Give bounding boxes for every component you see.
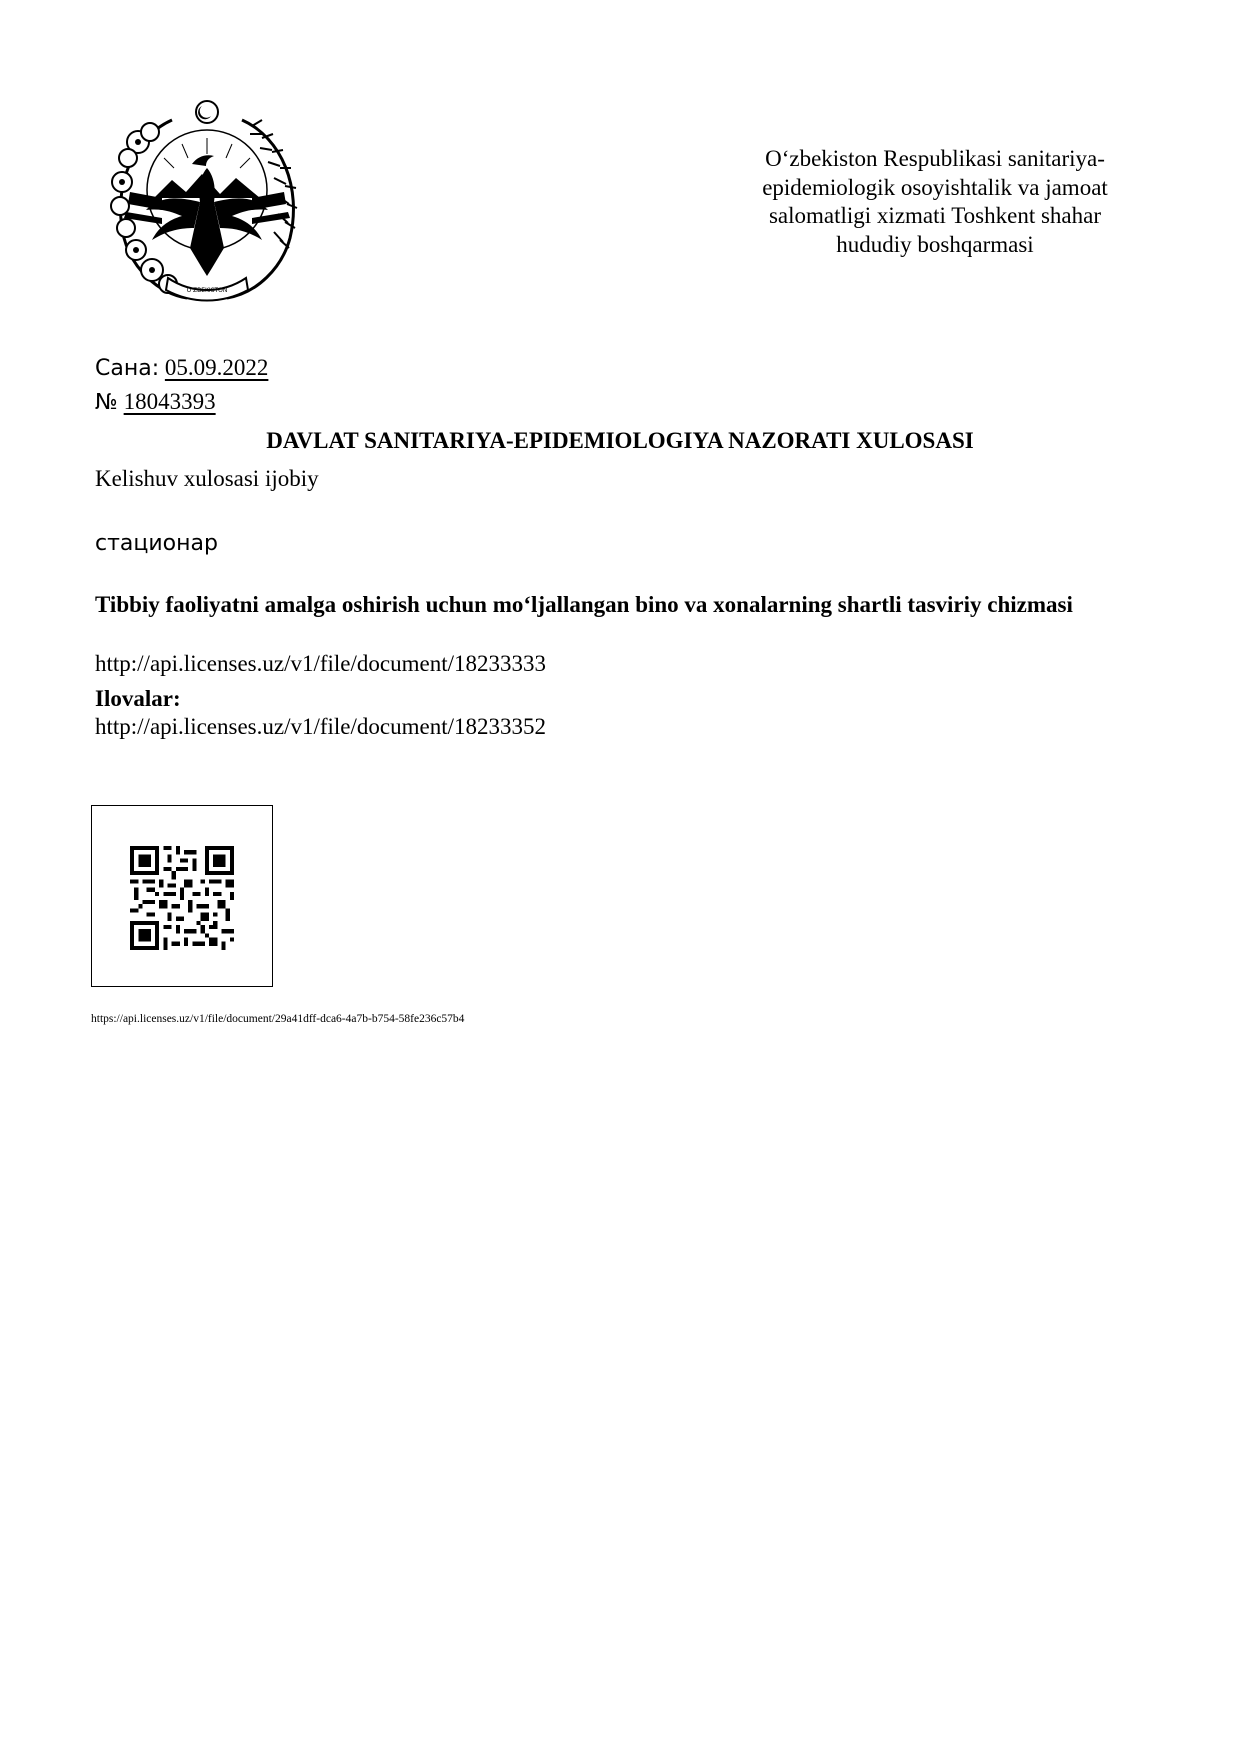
section-link[interactable]: http://api.licenses.uz/v1/file/document/18233333	[95, 651, 546, 676]
attachments-label: Ilovalar:	[95, 686, 181, 711]
section-heading: Tibbiy faoliyatni amalga oshirish uchun mo‘ljallangan bino va xonalarning shartli tasviriy chizmasi	[95, 592, 1073, 617]
document-title: DAVLAT SANITARIYA-EPIDEMIOLOGIYA NAZORATI XULOSASI	[266, 428, 974, 453]
document-number-line	[95, 388, 216, 417]
state-emblem	[102, 98, 312, 304]
qr-code-frame	[91, 805, 273, 987]
number-value: 18043393	[123, 389, 216, 414]
uzbekistan-state-emblem-icon	[102, 98, 312, 304]
authority-line: epidemiologik osoyishtalik va jamoat	[762, 174, 1108, 200]
date-label: Сана:	[95, 356, 160, 381]
attachments-link[interactable]: http://api.licenses.uz/v1/file/document/18233352	[95, 714, 546, 739]
facility-type: стационар	[95, 531, 218, 556]
verification-url[interactable]: https://api.licenses.uz/v1/file/document/29a41dff-dca6-4a7b-b754-58fe236c57b4	[91, 1013, 465, 1025]
authority-line: O‘zbekiston Respublikasi sanitariya-	[765, 146, 1105, 171]
authority-line: salomatligi xizmati Toshkent shahar	[768, 203, 1102, 228]
date-value: 05.09.2022	[164, 355, 269, 380]
issuing-authority	[725, 145, 1145, 259]
emblem-ribbon-text: O'ZBEKISTON	[186, 287, 228, 294]
qr-code-icon	[130, 846, 234, 950]
date-line	[95, 354, 268, 383]
number-label: №	[95, 390, 118, 415]
conclusion-text: Kelishuv xulosasi ijobiy	[95, 466, 319, 491]
authority-line: hududiy boshqarmasi	[836, 231, 1034, 257]
